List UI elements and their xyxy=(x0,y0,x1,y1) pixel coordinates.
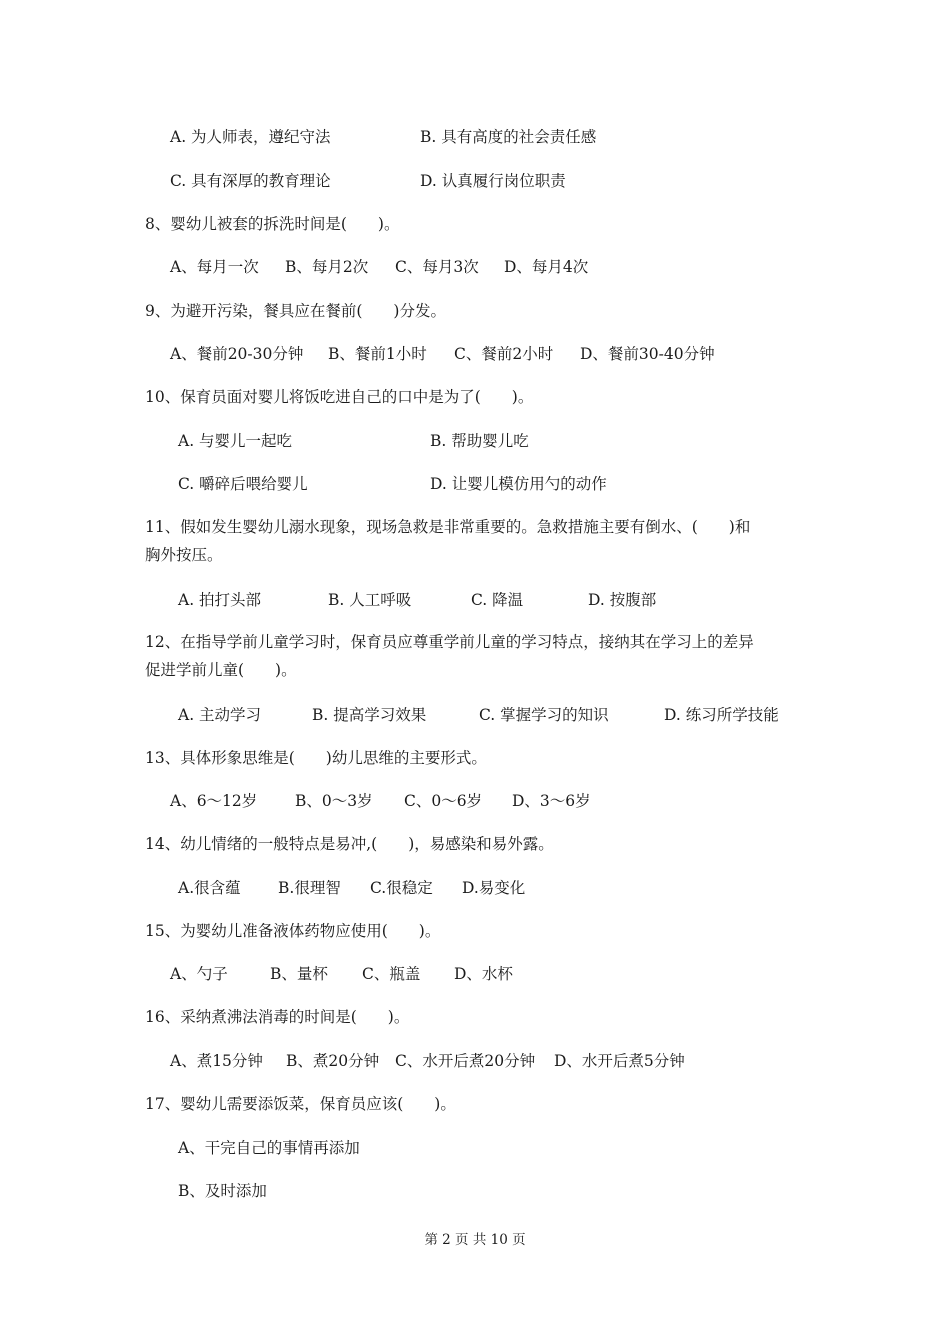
q12-stem-line-1: 12、在指导学前儿童学习时，保育员应尊重学前儿童的学习特点，接纳其在学习上的差异 xyxy=(145,633,754,651)
q12-stem-line-2: 促进学前儿童( )。 xyxy=(145,661,297,679)
q16-option-a: A、煮15分钟 xyxy=(170,1052,263,1070)
q16-option-c: C、水开后煮20分钟 xyxy=(395,1052,536,1070)
q14-option-a: A.很含蕴 xyxy=(178,879,241,897)
q9-stem: 9、为避开污染，餐具应在餐前( )分发。 xyxy=(145,302,446,320)
q14-option-b: B.很理智 xyxy=(278,879,341,897)
q10-option-a: A. 与婴儿一起吃 xyxy=(178,432,293,450)
q11-stem-line-2: 胸外按压。 xyxy=(145,546,223,564)
q14-option-d: D.易变化 xyxy=(462,879,526,897)
q7-option-b: B. 具有高度的社会责任感 xyxy=(420,128,597,146)
q7-option-d: D. 认真履行岗位职责 xyxy=(420,172,566,190)
q10-option-b: B. 帮助婴儿吃 xyxy=(430,432,529,450)
q8-option-b: B、每月2次 xyxy=(285,258,369,276)
q15-option-d: D、水杯 xyxy=(454,965,513,983)
q13-option-b: B、0～3岁 xyxy=(295,792,373,810)
page-footer: 第 2 页 共 10 页 xyxy=(424,1232,526,1248)
q15-option-c: C、瓶盖 xyxy=(362,965,421,983)
q14-stem: 14、幼儿情绪的一般特点是易冲,( )，易感染和易外露。 xyxy=(145,835,554,853)
q11-option-a: A. 拍打头部 xyxy=(178,591,262,609)
q13-stem: 13、具体形象思维是( )幼儿思维的主要形式。 xyxy=(145,749,487,767)
q12-option-c: C. 掌握学习的知识 xyxy=(479,706,609,724)
q8-option-a: A、每月一次 xyxy=(170,258,259,276)
q13-option-c: C、0～6岁 xyxy=(404,792,483,810)
q12-option-b: B. 提高学习效果 xyxy=(312,706,427,724)
q7-option-a: A. 为人师表，遵纪守法 xyxy=(170,128,331,146)
q10-option-c: C. 嚼碎后喂给婴儿 xyxy=(178,475,308,493)
q8-option-d: D、每月4次 xyxy=(504,258,589,276)
q17-option-b: B、及时添加 xyxy=(178,1182,267,1200)
q14-option-c: C.很稳定 xyxy=(370,879,433,897)
q15-stem: 15、为婴幼儿准备液体药物应使用( )。 xyxy=(145,922,441,940)
q10-option-d: D. 让婴儿模仿用勺的动作 xyxy=(430,475,607,493)
q12-option-d: D. 练习所学技能 xyxy=(664,706,779,724)
q17-stem: 17、婴幼儿需要添饭菜，保育员应该( )。 xyxy=(145,1095,456,1113)
q16-stem: 16、采纳煮沸法消毒的时间是( )。 xyxy=(145,1008,410,1026)
q11-option-d: D. 按腹部 xyxy=(588,591,657,609)
q9-option-a: A、餐前20-30分钟 xyxy=(170,345,304,363)
q15-option-b: B、量杯 xyxy=(270,965,328,983)
q13-option-a: A、6～12岁 xyxy=(170,792,258,810)
q16-option-d: D、水开后煮5分钟 xyxy=(554,1052,685,1070)
q12-option-a: A. 主动学习 xyxy=(178,706,262,724)
q16-option-b: B、煮20分钟 xyxy=(286,1052,380,1070)
q7-option-c: C. 具有深厚的教育理论 xyxy=(170,172,331,190)
q15-option-a: A、勺子 xyxy=(170,965,228,983)
q13-option-d: D、3～6岁 xyxy=(512,792,591,810)
q9-option-b: B、餐前1小时 xyxy=(328,345,427,363)
q8-stem: 8、婴幼儿被套的拆洗时间是( )。 xyxy=(145,215,400,233)
q8-option-c: C、每月3次 xyxy=(395,258,479,276)
q9-option-d: D、餐前30-40分钟 xyxy=(580,345,715,363)
q10-stem: 10、保育员面对婴儿将饭吃进自己的口中是为了( )。 xyxy=(145,388,534,406)
q11-option-b: B. 人工呼吸 xyxy=(328,591,412,609)
q11-option-c: C. 降温 xyxy=(471,591,524,609)
q11-stem-line-1: 11、假如发生婴幼儿溺水现象，现场急救是非常重要的。急救措施主要有倒水、( )和 xyxy=(145,518,751,536)
q17-option-a: A、干完自己的事情再添加 xyxy=(178,1139,360,1157)
q9-option-c: C、餐前2小时 xyxy=(454,345,554,363)
